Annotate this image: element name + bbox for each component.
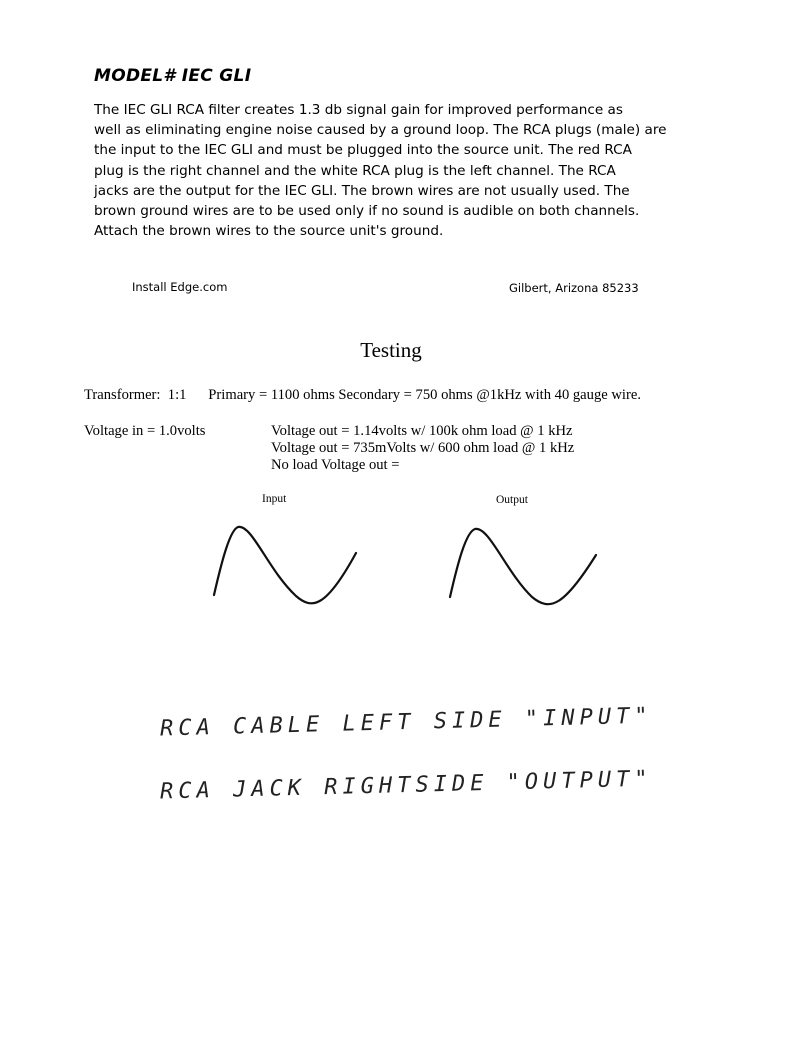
input-waveform: [214, 527, 356, 603]
voltage-out-line: Voltage out = 735mVolts w/ 600 ohm load @ 1 kHz: [271, 440, 575, 456]
voltage-in: Voltage in = 1.0volts: [84, 423, 206, 439]
description-line: plug is the right channel and the white RCA plug is the left channel. The RCA: [94, 162, 616, 179]
description-line: jacks are the output for the IEC GLI. The brown wires are not usually used. The: [94, 182, 630, 199]
description-line: The IEC GLI RCA filter creates 1.3 db signal gain for improved performance as: [94, 102, 623, 118]
model-title: MODEL# IEC GLI: [94, 66, 252, 86]
output-label: Output: [496, 494, 528, 506]
voltage-out-line: Voltage out = 1.14volts w/ 100k ohm load @ 1 kHz: [271, 423, 573, 439]
company-location: Gilbert, Arizona 85233: [509, 281, 639, 295]
description-line: Attach the brown wires to the source unit's ground.: [94, 223, 444, 240]
handwritten-note-output: RCA JACK RIGHTSIDE "OUTPUT": [159, 766, 653, 805]
description-line: the input to the IEC GLI and must be plugged into the source unit. The red RCA: [94, 142, 632, 159]
testing-heading: Testing: [360, 338, 422, 362]
description-line: well as eliminating engine noise caused by a ground loop. The RCA plugs (male) are: [94, 122, 667, 139]
transformer-spec: Transformer: 1:1 Primary = 1100 ohms Secondary = 750 ohms @1kHz with 40 gauge wire.: [84, 387, 641, 403]
output-waveform: [450, 529, 596, 604]
handwritten-note-input: RCA CABLE LEFT SIDE "INPUT": [159, 703, 653, 742]
input-label: Input: [262, 493, 287, 505]
voltage-out-line: No load Voltage out =: [271, 457, 400, 473]
description-line: brown ground wires are to be used only if no sound is audible on both channels.: [94, 203, 640, 220]
company-name: Install Edge.com: [132, 280, 228, 294]
